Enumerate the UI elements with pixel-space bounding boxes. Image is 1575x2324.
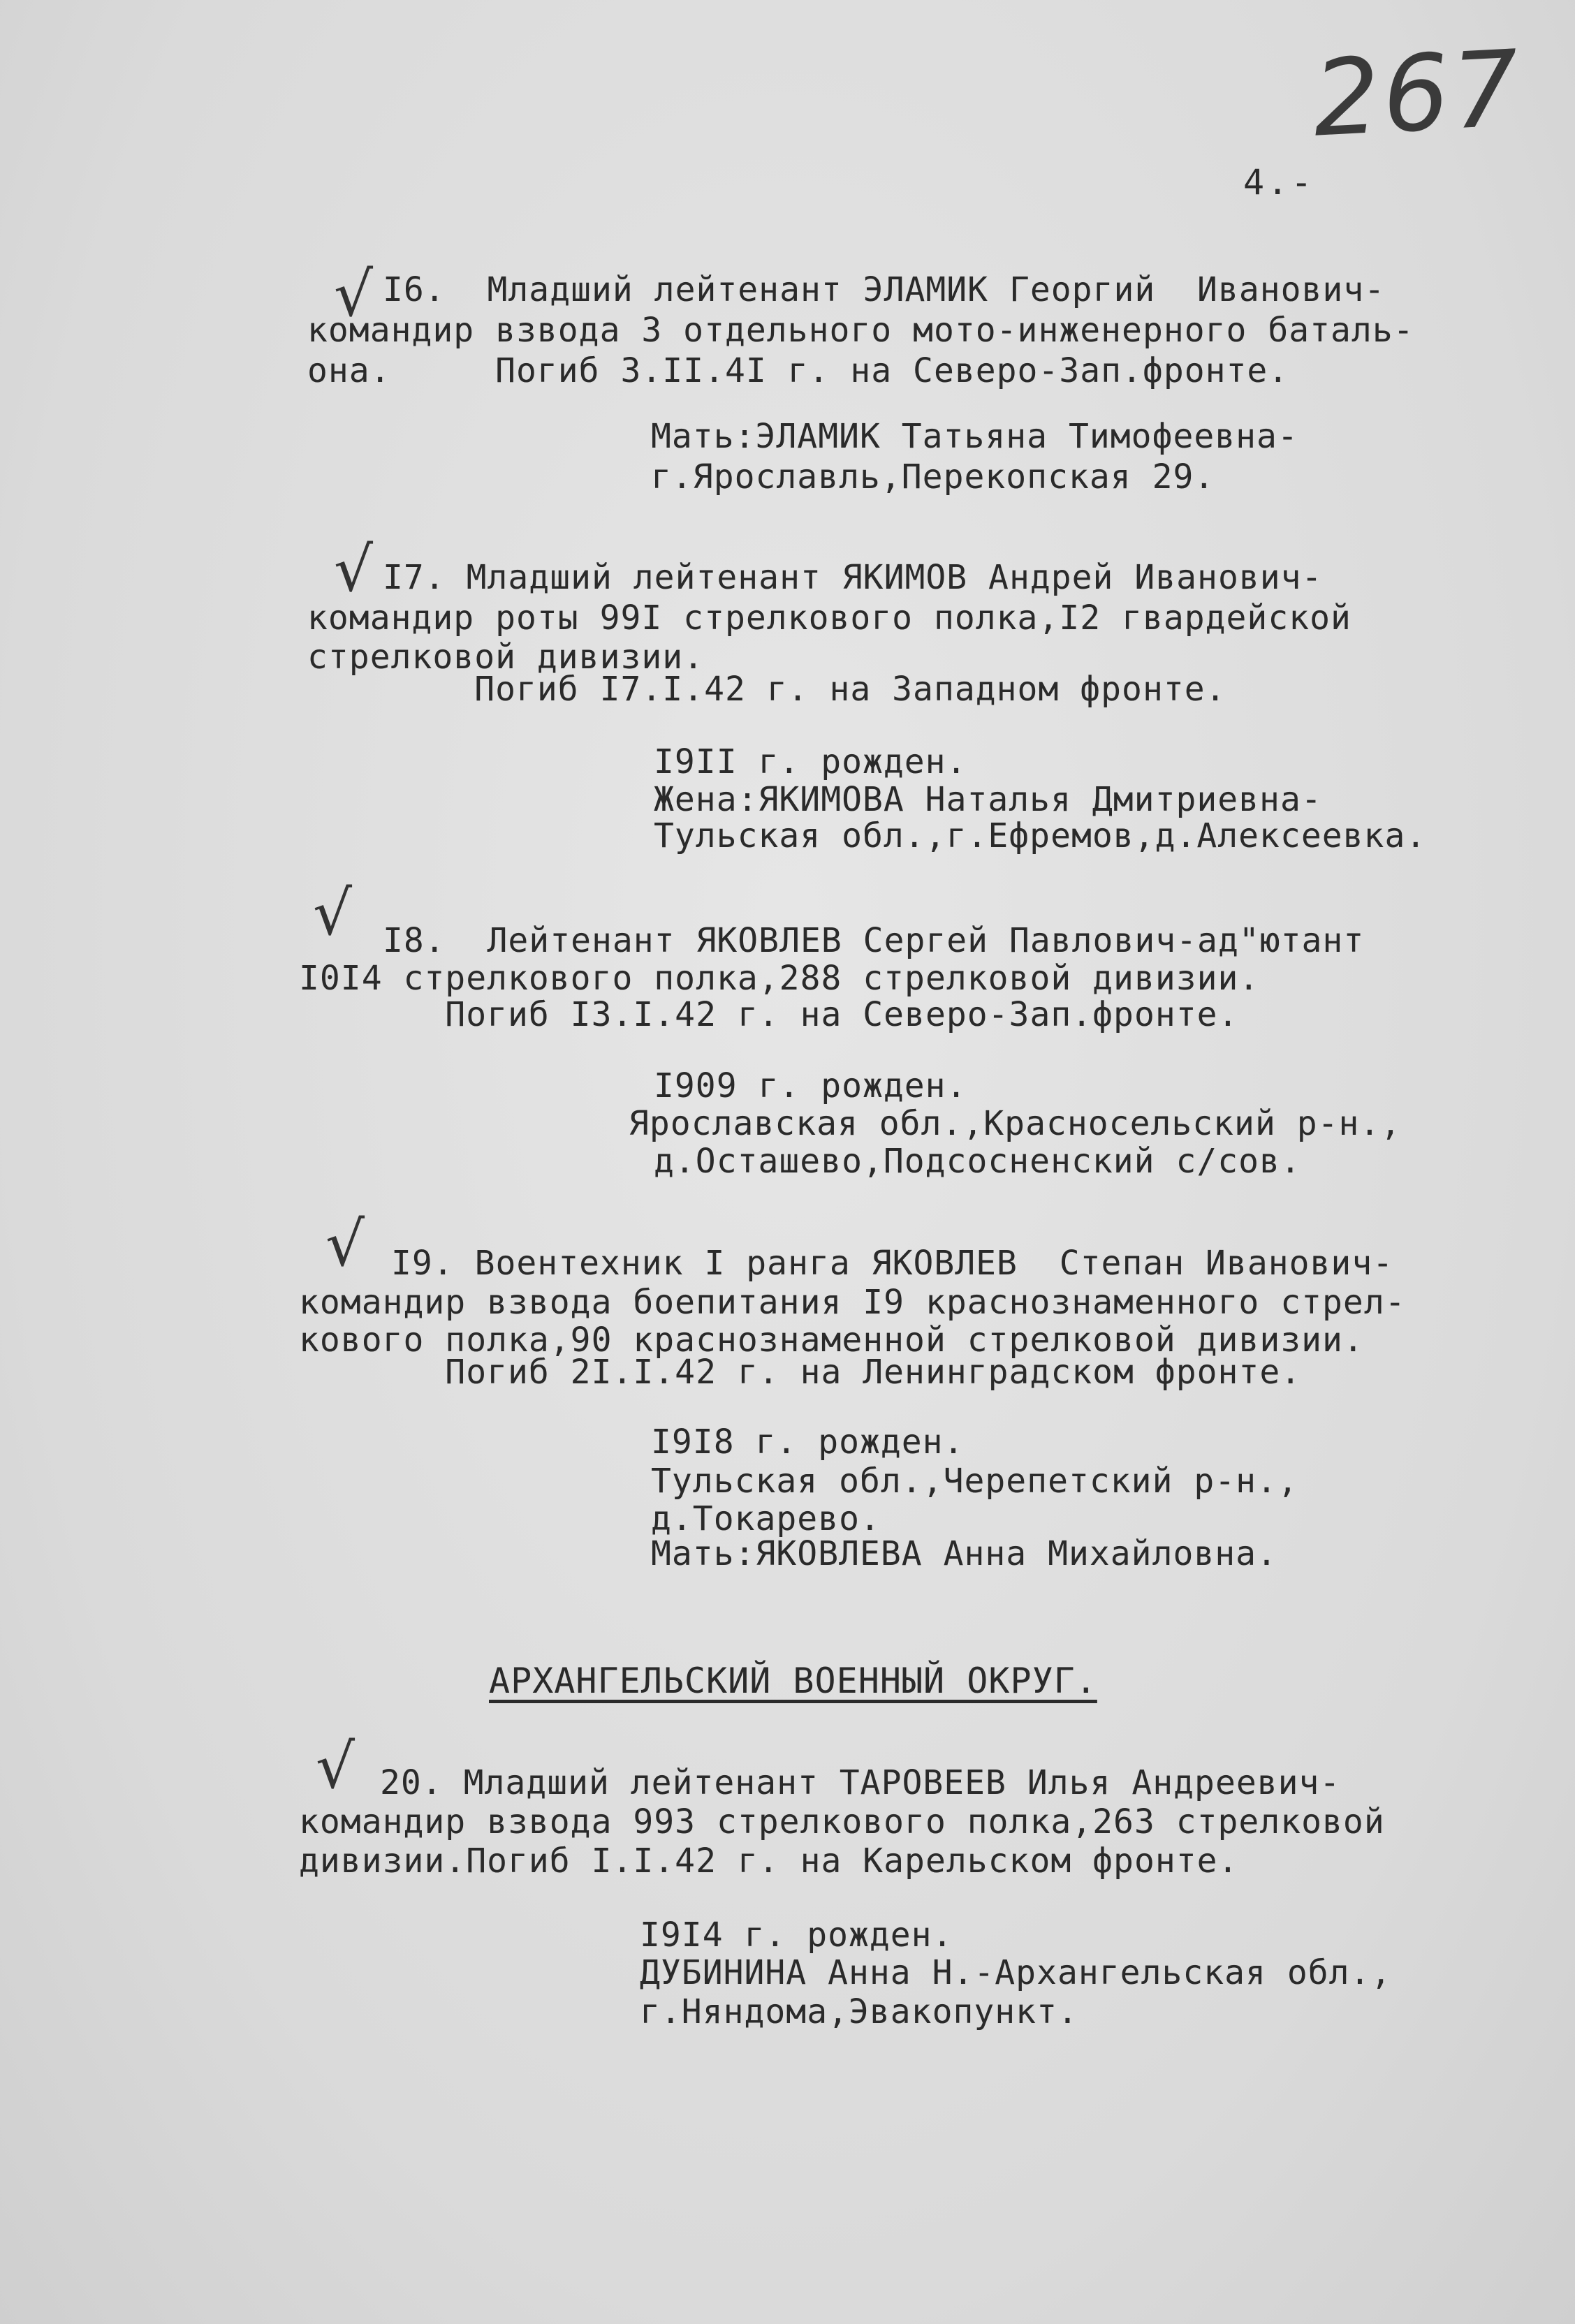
entry-19-line-4: Погиб 2I.I.42 г. на Ленинградском фронте. [299,1353,1302,1392]
entry-19-line-1: I9. Воентехник I ранга ЯКОВЛЕВ Степан Иванович- [391,1244,1394,1283]
entry-16-line-2: командир взвода 3 отдельного мото-инженерного баталь- [307,311,1414,350]
section-heading: АРХАНГЕЛЬСКИЙ ВОЕННЫЙ ОКРУГ. [489,1661,1097,1701]
entry-16-detail-2: г.Ярославль,Перекопская 29. [651,457,1215,497]
archive-page-number: 267 [1310,28,1525,161]
entry-18-detail-2: Ярославская обл.,Красносельский р-н., [629,1104,1402,1143]
entry-19-detail-1: I9I8 г. рожден. [651,1422,965,1462]
entry-19-detail-3: д.Токарево. [651,1499,881,1538]
entry-17-detail-1: I9II г. рожден. [654,742,967,781]
entry-18-detail-1: I909 г. рожден. [654,1066,967,1105]
entry-16-line-3: она. Погиб 3.II.4I г. на Северо-Зап.фронте. [307,351,1289,390]
entry-20-detail-1: I9I4 г. рожден. [640,1915,953,1955]
entry-17-line-1: I7. Младший лейтенант ЯКИМОВ Андрей Иванович- [383,558,1323,597]
entry-19-line-2: командир взвода боепитания I9 краснознаменного стрел- [299,1283,1406,1322]
entry-17-detail-2: Жена:ЯКИМОВА Наталья Дмитриевна- [654,780,1322,819]
entry-20-line-3: дивизии.Погиб I.I.42 г. на Карельском фронте. [299,1841,1239,1881]
entry-16-detail-1: Мать:ЭЛАМИК Татьяна Тимофеевна- [651,417,1298,456]
entry-18-line-3: Погиб I3.I.42 г. на Северо-Зап.фронте. [299,995,1239,1034]
entry-17-line-3: стрелковой дивизии. [307,638,705,677]
entry-18-line-1: I8. Лейтенант ЯКОВЛЕВ Сергей Павлович-ад"ютант [383,921,1365,960]
check-mark-icon: √ [316,1730,356,1802]
entry-17-line-4: Погиб I7.I.42 г. на Западном фронте. [307,670,1226,709]
entry-18-line-2: I0I4 стрелкового полка,288 стрелковой дивизии. [299,959,1260,998]
entry-18-detail-3: д.Осташево,Подсосненский с/сов. [654,1142,1301,1181]
entry-17-detail-3: Тульская обл.,г.Ефремов,д.Алексеевка. [654,816,1427,855]
page-number: 4.- [1243,162,1315,203]
entry-19-detail-2: Тульская обл.,Черепетский р-н., [651,1462,1298,1501]
check-mark-icon: √ [325,1208,365,1280]
entry-16-line-1: I6. Младший лейтенант ЭЛАМИК Георгий Иванович- [383,270,1386,309]
entry-20-line-2: командир взвода 993 стрелкового полка,263 стрелковой [299,1802,1385,1841]
check-mark-icon: √ [334,534,374,605]
entry-19-line-3: кового полка,90 краснознаменной стрелковой дивизии. [299,1321,1364,1360]
entry-19-detail-4: Мать:ЯКОВЛЕВА Анна Михайловна. [651,1534,1277,1573]
check-mark-icon: √ [334,258,374,330]
entry-20-detail-2: ДУБИНИНА Анна Н.-Архангельская обл., [640,1953,1392,1992]
check-mark-icon: √ [313,877,353,949]
entry-17-line-2: командир роты 99I стрелкового полка,I2 гвардейской [307,598,1351,638]
entry-20-detail-3: г.Няндома,Эвакопункт. [640,1992,1078,2031]
entry-20-line-1: 20. Младший лейтенант ТАРОВЕЕВ Илья Андреевич- [380,1763,1341,1802]
